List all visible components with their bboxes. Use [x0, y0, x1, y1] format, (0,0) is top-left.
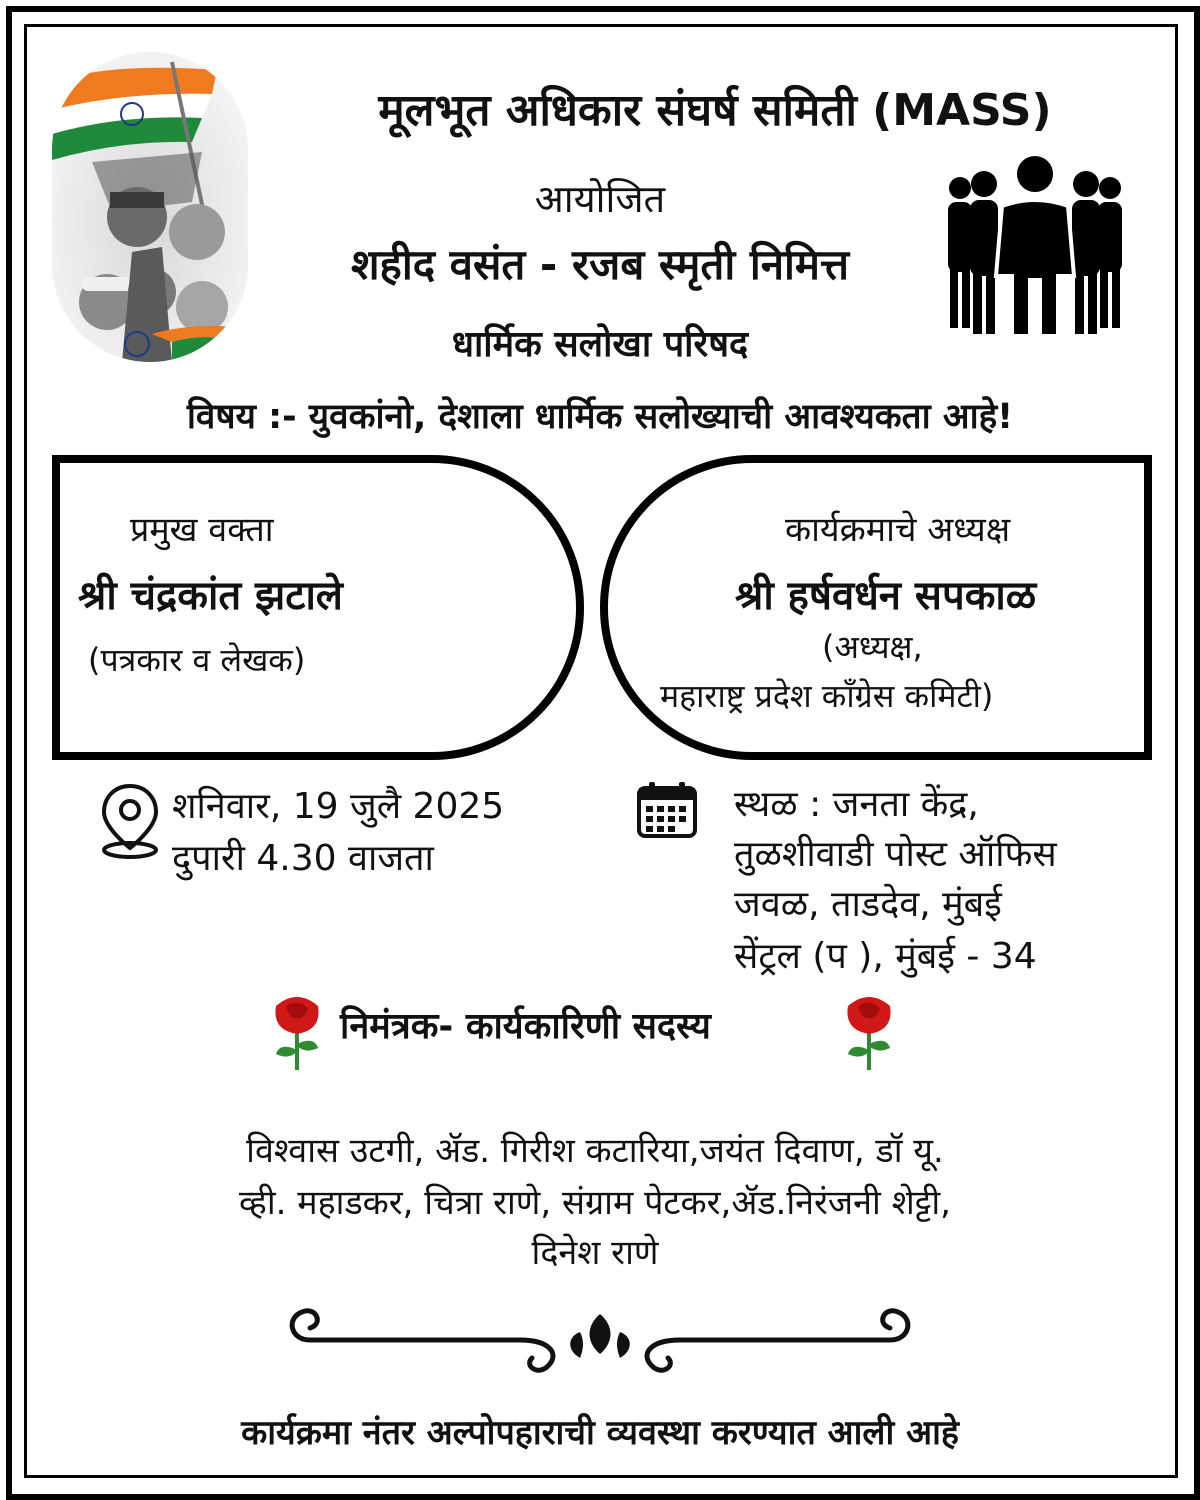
subject-line: विषय :- युवकांनो, देशाला धार्मिक सलोख्याची आवश्यकता आहे! — [186, 397, 1014, 437]
chief-speaker-description: (पत्रकार व लेखक) — [88, 641, 306, 679]
rose-icon — [840, 992, 898, 1076]
event-name: धार्मिक सलोखा परिषद — [451, 324, 749, 365]
people-group-icon — [940, 150, 1130, 340]
president-description-line1: (अध्यक्ष, — [822, 628, 923, 666]
chief-speaker-name: श्री चंद्रकांत झटाले — [78, 573, 343, 619]
president-role: कार्यक्रमाचे अध्यक्ष — [785, 510, 1011, 550]
inviters-line1: विश्वास उटगी, ॲड. गिरीश कटारिया,जयंत दिवाण, डॉ यू. — [246, 1131, 944, 1171]
flourish-divider — [280, 1296, 920, 1400]
inviters-heading: निमंत्रक- कार्यकारिणी सदस्य — [340, 1006, 711, 1047]
venue-line3: जवळ, ताडदेव, मुंबई — [734, 884, 1002, 925]
venue-line4: सेंट्रल (प ), मुंबई - 34 — [734, 936, 1037, 977]
venue-line1: स्थळ : जनता केंद्र, — [734, 784, 979, 825]
inviters-line3: दिनेश राणे — [531, 1233, 659, 1273]
organized-by-label: आयोजित — [534, 177, 666, 221]
chief-speaker-role: प्रमुख वक्ता — [130, 510, 274, 550]
rose-icon — [268, 992, 326, 1076]
refreshment-note: कार्यक्रमा नंतर अल्पोपहाराची व्यवस्था करण्यात आली आहे — [241, 1413, 959, 1453]
freedom-fighters-photo — [52, 52, 248, 362]
venue-line2: तुळशीवाडी पोस्ट ऑफिस — [734, 834, 1057, 875]
president-description-line2: महाराष्ट्र प्रदेश काँग्रेस कमिटी) — [660, 677, 994, 715]
event-time: दुपारी 4.30 वाजता — [172, 838, 434, 879]
calendar-icon — [636, 780, 698, 844]
organization-title: मूलभूत अधिकार संघर्ष समिती (MASS) — [378, 85, 1052, 136]
occasion-title: शहीद वसंत - रजब स्मृती निमित्त — [350, 240, 850, 289]
event-date: शनिवार, 19 जुलै 2025 — [172, 786, 505, 827]
inviters-line2: व्ही. महाडकर, चित्रा राणे, संग्राम पेटकर,ॲड.निरंजनी शेट्टी, — [238, 1183, 951, 1223]
president-name: श्री हर्षवर्धन सपकाळ — [735, 573, 1037, 619]
location-pin-icon — [100, 782, 160, 866]
